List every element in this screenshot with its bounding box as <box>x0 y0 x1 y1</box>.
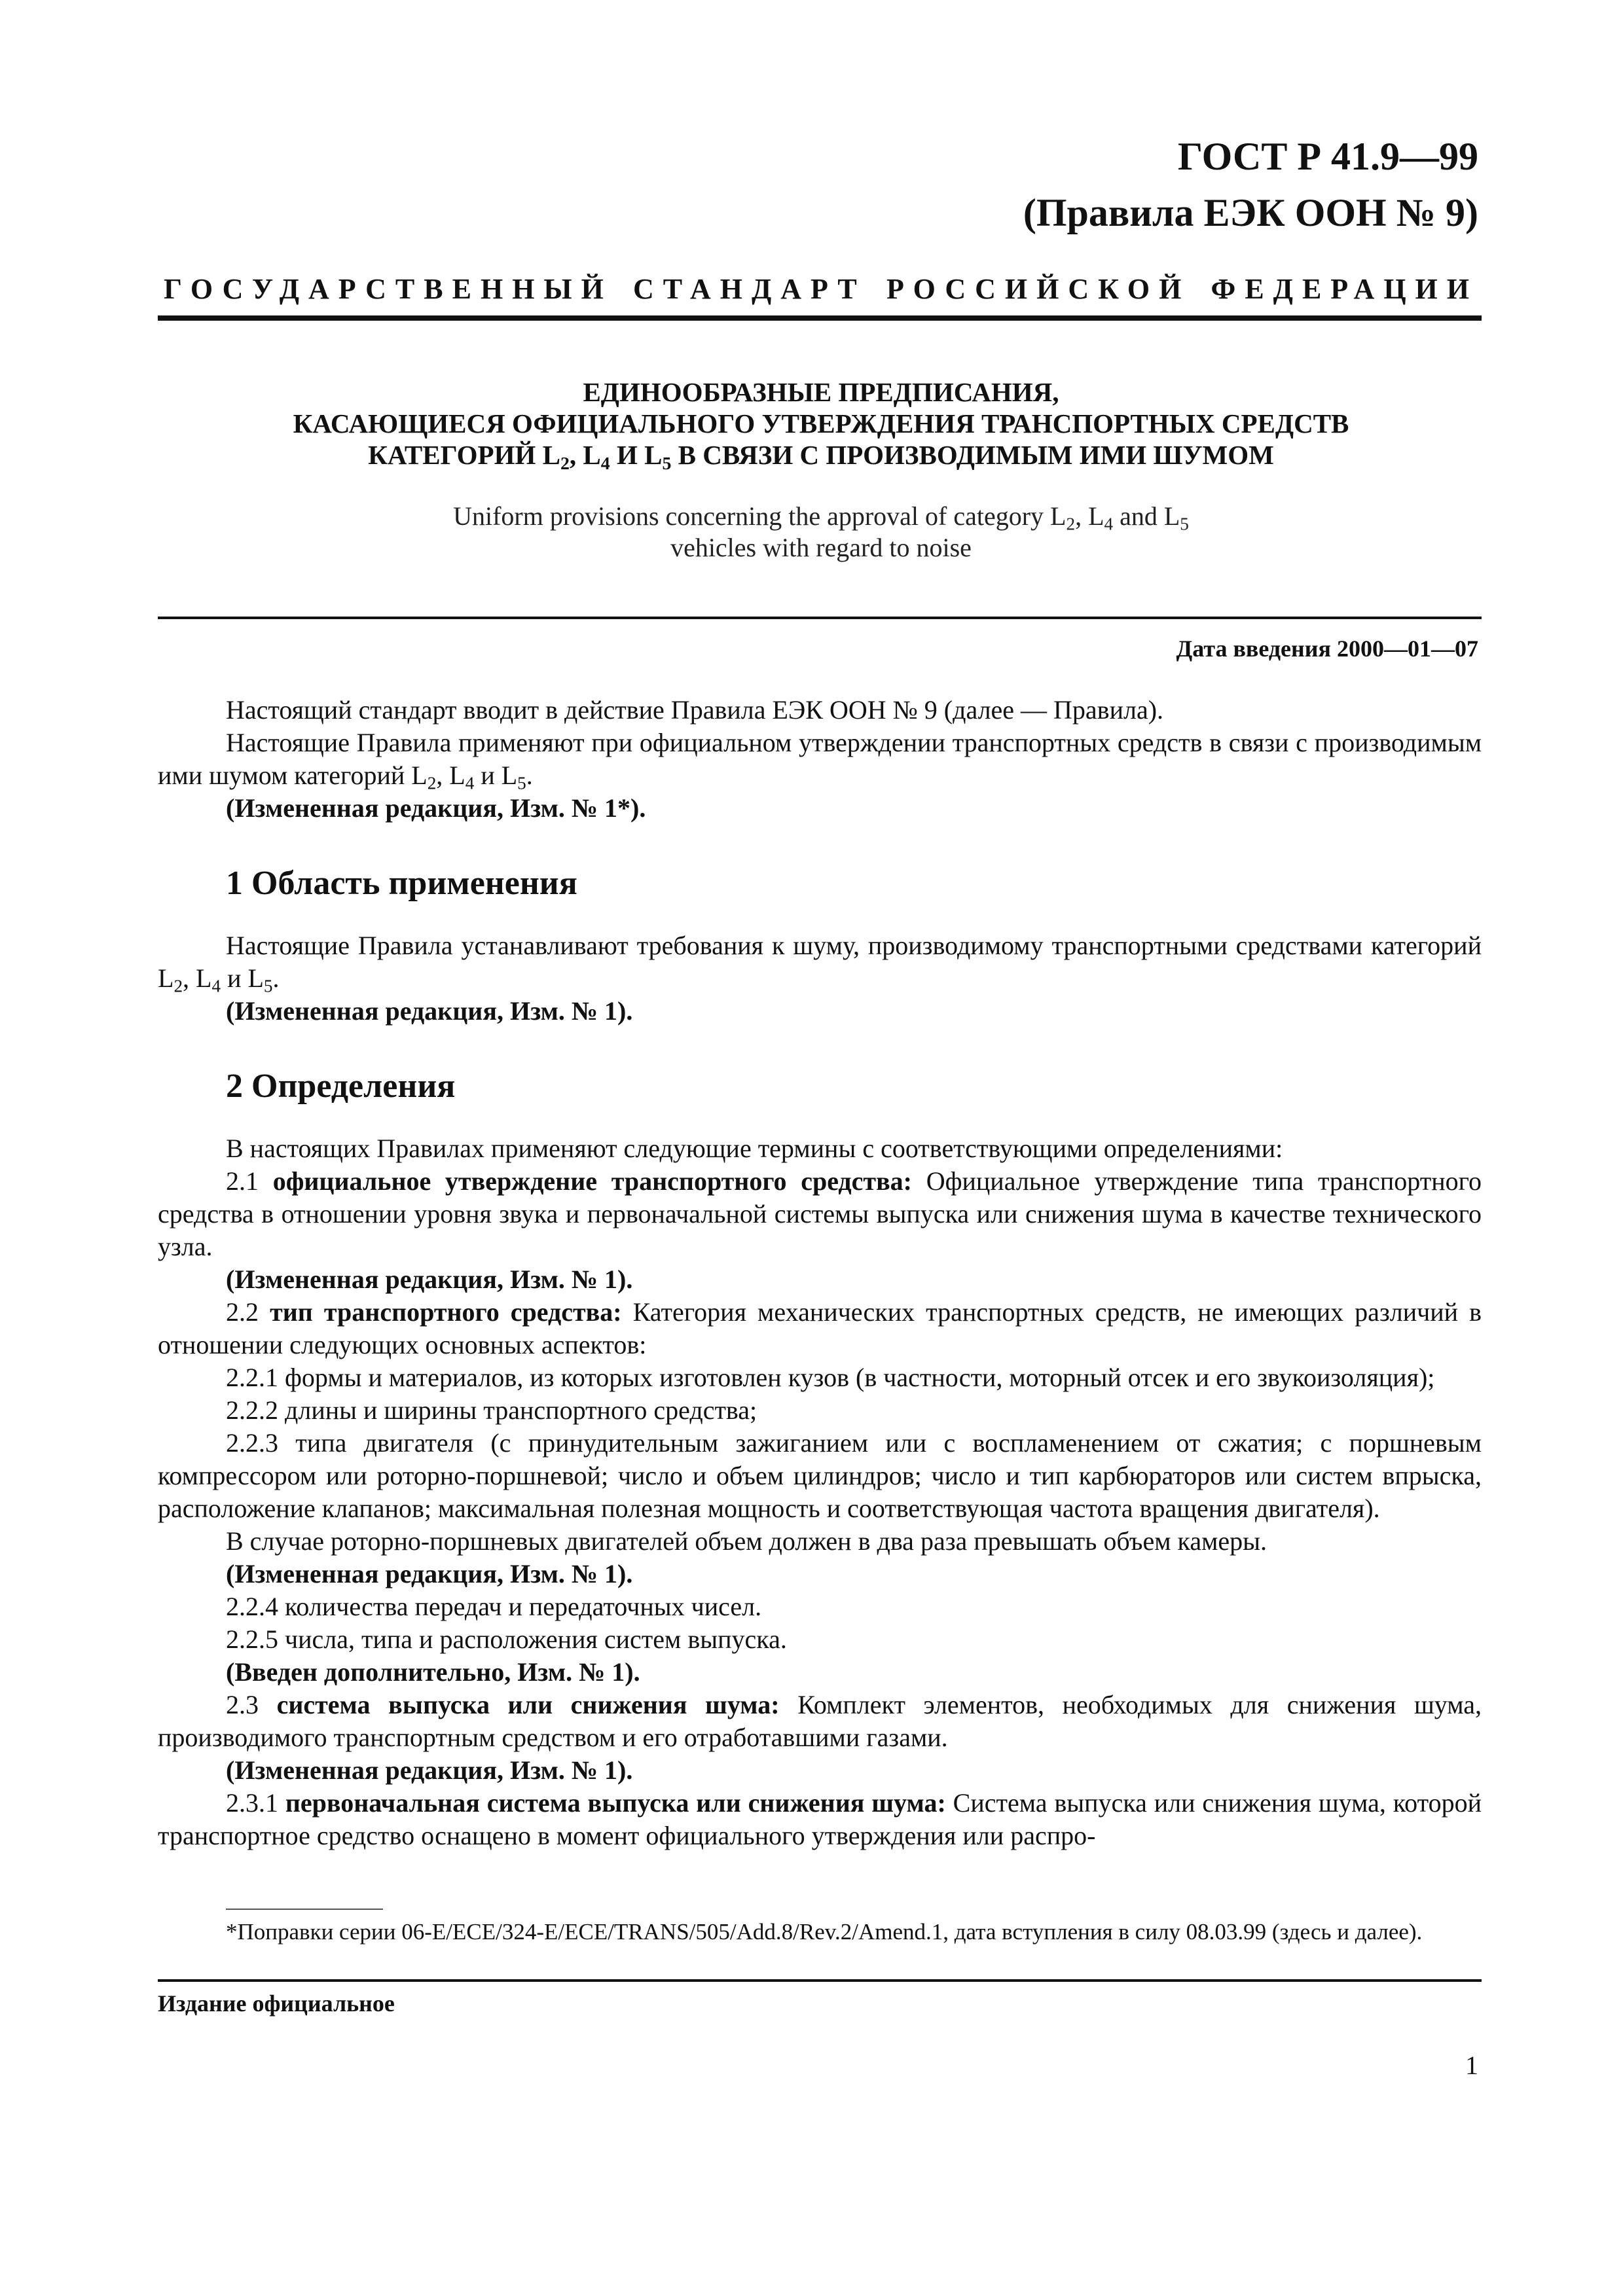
section-2-body <box>158 1132 1482 1852</box>
official-edition-label: Издание официальное <box>158 1990 395 2017</box>
intro-block <box>158 694 1482 825</box>
intro-paragraph-1: Настоящий стандарт вводит в действие Правила ЕЭК ООН № 9 (далее — Правила). <box>226 695 1164 725</box>
definition-2-2-4: 2.2.4 количества передач и передаточных чисел. <box>226 1592 762 1621</box>
definition-2-2: 2.2 тип транспортного средства: Категория механических транспортных средств, не имеющих различий в отношении следующих основных аспектов: <box>158 1297 1482 1359</box>
title-line-3: КАТЕГОРИЙ $L_2$, $L_4$ И $L_5$ В СВЯЗИ С ПРОИЗВОДИМЫМ ИМИ ШУМОМ <box>368 440 1274 474</box>
page-number: 1 <box>1465 2051 1478 2080</box>
definitions-intro: В настоящих Правилах применяют следующие термины с соответствующими определениями: <box>226 1134 1283 1163</box>
document-title-ru <box>164 376 1478 474</box>
definition-2-1: 2.1 официальное утверждение транспортного средства: Официальное утверждение типа транспортного средства в отношении уровня звука и первоначальной системы выпуска или снижения шума в качестве технического узла. <box>158 1166 1482 1261</box>
header-rule <box>158 315 1482 321</box>
amendment-note: (Измененная редакция, Изм. № 1). <box>226 1755 633 1785</box>
definition-2-2-3: 2.2.3 типа двигателя (с принудительным зажиганием или с воспламенением от сжатия; с поршневым компрессором или роторно-поршневой; число и объем цилиндров; число и тип карбюраторов или систем впрыска, расположение клапанов; максимальная полезная мощность и соответствующая частота вращения двигателя). <box>158 1428 1482 1523</box>
intro-paragraph-2: Настоящие Правила применяют при официальном утверждении транспортных средств в связи с производимым ими шумом категорий $L_2$, $L_4$ и $L_5$. <box>158 728 1482 793</box>
title-line-1: ЕДИНООБРАЗНЫЕ ПРЕДПИСАНИЯ, <box>583 377 1059 407</box>
footnote-rule <box>226 1909 383 1910</box>
definition-2-2-5: 2.2.5 числа, типа и расположения систем выпуска. <box>226 1624 787 1654</box>
title-rule <box>158 617 1482 619</box>
footnote: *Поправки серии 06-E/ECE/324-E/ECE/TRANS/505/Add.8/Rev.2/Amend.1, дата вступления в силу 08.03.99 (здесь и далее). <box>226 1919 1423 1945</box>
section-1-paragraph: Настоящие Правила устанавливают требования к шуму, производимому транспортными средствами категорий $L_2$, $L_4$ и $L_5$. <box>158 931 1482 996</box>
rules-reference: (Правила ЕЭК ООН № 9) <box>1023 191 1478 234</box>
introduction-date: Дата введения 2000—01—07 <box>1176 636 1478 662</box>
section-1-body <box>158 929 1482 1028</box>
standard-number: ГОСТ Р 41.9—99 <box>1177 135 1478 178</box>
definition-2-2-1: 2.2.1 формы и материалов, из которых изготовлен кузов (в частности, моторный отсек и его звукоизоляция); <box>226 1363 1435 1392</box>
title-line-2: КАСАЮЩИЕСЯ ОФИЦИАЛЬНОГО УТВЕРЖДЕНИЯ ТРАНСПОРТНЫХ СРЕДСТВ <box>293 408 1349 439</box>
document-title-en <box>164 501 1478 564</box>
footer-rule <box>158 1979 1482 1982</box>
definition-2-3: 2.3 система выпуска или снижения шума: Комплект элементов, необходимых для снижения шума, производимого транспортным средством и его отработавшими газами. <box>158 1690 1482 1752</box>
amendment-note: (Введен дополнительно, Изм. № 1). <box>226 1657 640 1687</box>
state-standard-banner: ГОСУДАРСТВЕННЫЙ СТАНДАРТ РОССИЙСКОЙ ФЕДЕРАЦИИ <box>164 273 1478 305</box>
definition-2-2-2: 2.2.2 длины и ширины транспортного средства; <box>226 1395 757 1425</box>
title-en-line-1: Uniform provisions concerning the approval of category $L_2$, $L_4$ and $L_5$ <box>453 501 1189 534</box>
title-en-line-2: vehicles with regard to noise <box>670 533 972 562</box>
rotary-engine-note: В случае роторно-поршневых двигателей объем должен в два раза превышать объем камеры. <box>226 1526 1267 1556</box>
definition-2-3-1: 2.3.1 первоначальная система выпуска или снижения шума: Система выпуска или снижения шума, которой транспортное средство оснащено в момент официального утверждения или распро- <box>158 1788 1482 1850</box>
amendment-note: (Измененная редакция, Изм. № 1). <box>226 996 633 1026</box>
amendment-note: (Измененная редакция, Изм. № 1*). <box>226 793 646 823</box>
amendment-note: (Измененная редакция, Изм. № 1). <box>226 1265 633 1294</box>
amendment-note: (Измененная редакция, Изм. № 1). <box>226 1559 633 1588</box>
section-1-heading: 1 Область применения <box>226 865 577 902</box>
document-header <box>1023 128 1478 241</box>
section-2-heading: 2 Определения <box>226 1067 456 1105</box>
